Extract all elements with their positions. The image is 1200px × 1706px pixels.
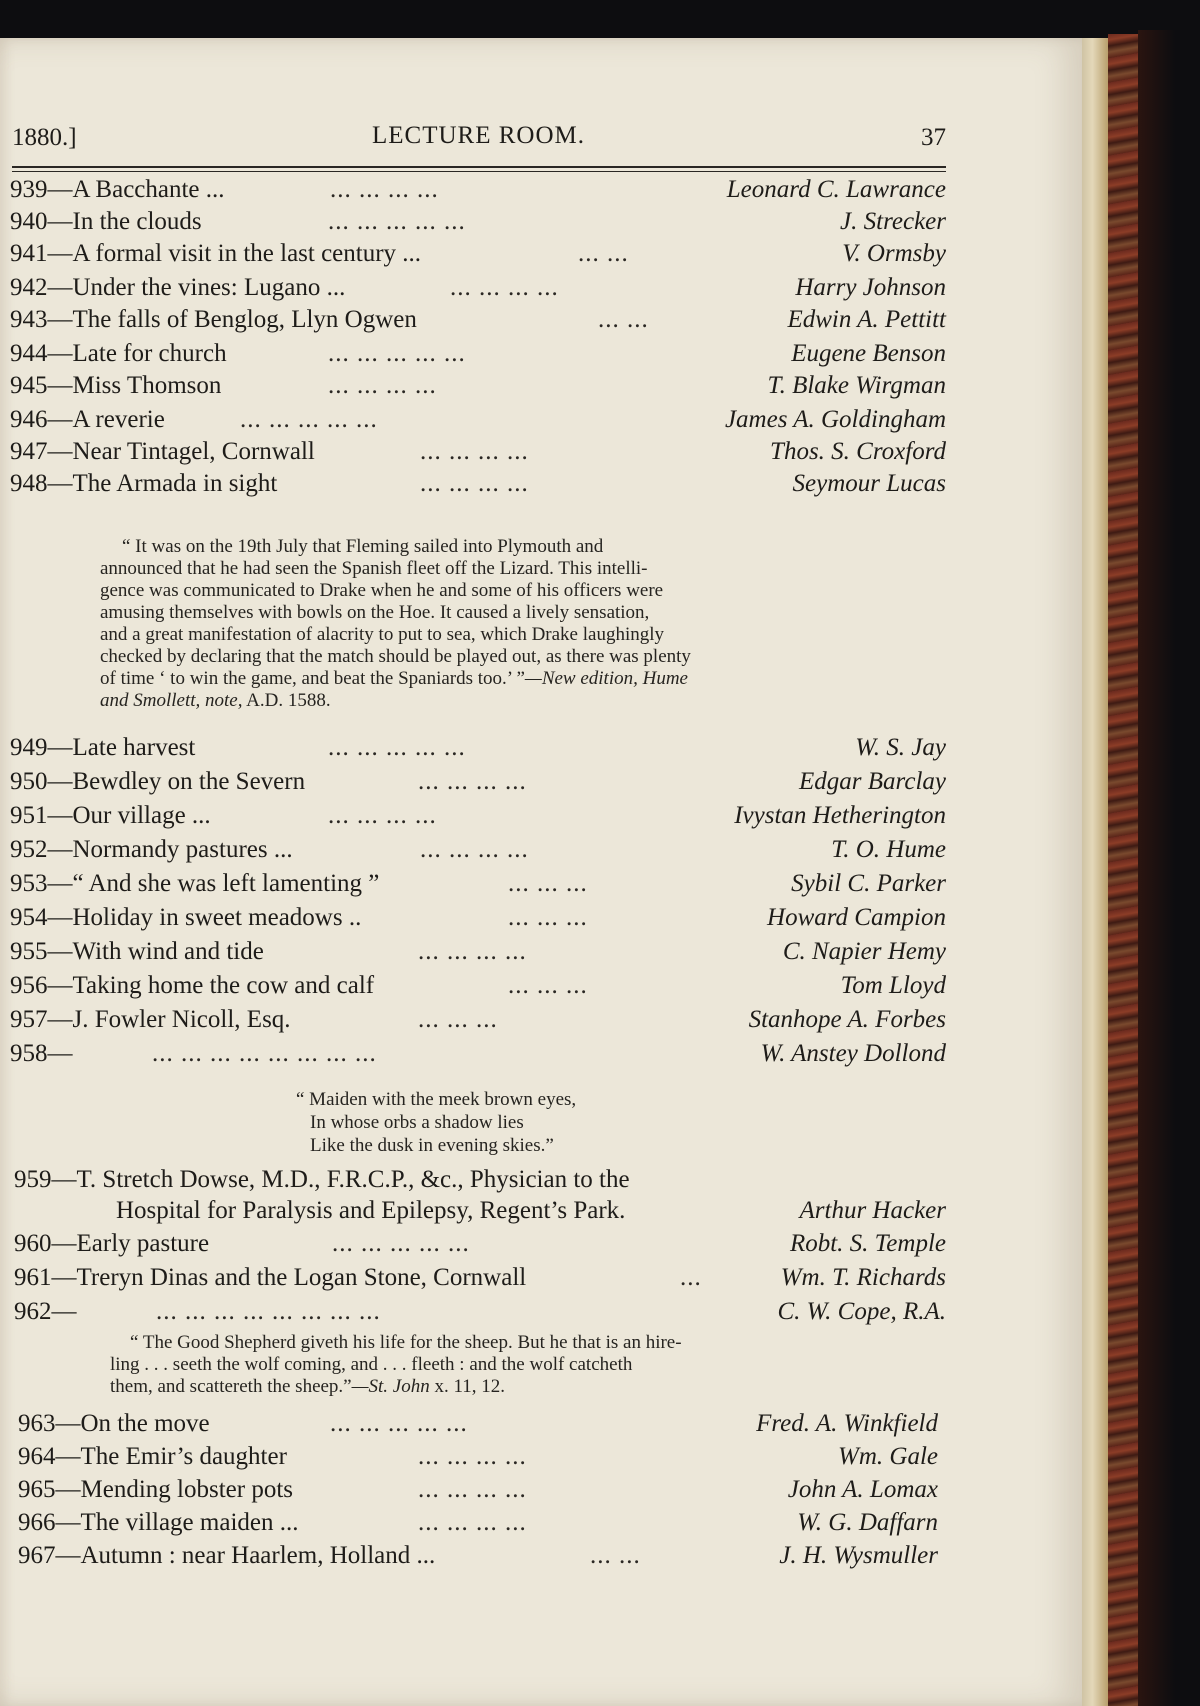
- entry-artist: Harry Johnson: [795, 274, 946, 301]
- entry-artist: T. O. Hume: [831, 836, 946, 863]
- leader-dots: ... ... ... ... ...: [328, 340, 466, 367]
- catalogue-entry: [10, 340, 946, 374]
- entry-title: 964—The Emir’s daughter: [18, 1443, 287, 1470]
- quote-line: In whose orbs a shadow lies: [310, 1112, 524, 1133]
- entry-artist: Stanhope A. Forbes: [748, 1006, 946, 1033]
- entry-artist: C. Napier Hemy: [782, 938, 946, 965]
- leader-dots: ... ... ... ...: [420, 470, 529, 497]
- entry-title: 960—Early pasture: [14, 1230, 210, 1257]
- entry-title: 952—Normandy pastures ...: [10, 836, 293, 863]
- catalogue-entry: [10, 836, 946, 870]
- quote-source: and Smollett, note,: [100, 690, 243, 711]
- leader-dots: ... ... ... ...: [418, 938, 527, 965]
- entry-artist: Thos. S. Croxford: [770, 438, 946, 465]
- leader-dots: ... ... ... ...: [418, 1509, 527, 1536]
- page-number: 37: [921, 124, 946, 151]
- catalogue-entry: [10, 438, 946, 472]
- catalogue-entry: [10, 802, 946, 836]
- leader-dots: ... ... ... ...: [328, 802, 437, 829]
- entry-title: 941—A formal visit in the last century ...: [10, 240, 422, 267]
- header-rule: [12, 166, 946, 168]
- entry-title: 962—: [14, 1298, 77, 1325]
- leader-dots: ... ... ... ... ...: [330, 1410, 468, 1437]
- background-shadow: [1138, 30, 1200, 1706]
- leader-dots: ... ... ... ... ...: [328, 734, 466, 761]
- entry-title: 943—The falls of Benglog, Llyn Ogwen: [10, 306, 417, 333]
- leader-dots: ... ... ...: [508, 904, 588, 931]
- leader-dots: ... ... ...: [508, 972, 588, 999]
- page-edge: [1082, 38, 1108, 1706]
- leader-dots: ... ... ... ...: [330, 176, 439, 203]
- entry-artist: T. Blake Wirgman: [767, 372, 946, 399]
- quote-maiden: [296, 1088, 716, 1157]
- quote-line: “ Maiden with the meek brown eyes,: [296, 1089, 577, 1110]
- entry-artist: W. S. Jay: [855, 734, 946, 761]
- entry-title: 966—The village maiden ...: [18, 1509, 299, 1536]
- catalogue-entry: [14, 1264, 946, 1298]
- leader-dots: ... ... ... ...: [418, 1443, 527, 1470]
- catalogue-entry: [10, 1006, 946, 1040]
- quote-line: amusing themselves with bowls on the Hoe. It caused a lively sensation,: [100, 602, 650, 623]
- catalogue-entry: [10, 176, 946, 210]
- leader-dots: ... ... ... ...: [420, 836, 529, 863]
- leader-dots: ... ...: [598, 306, 649, 333]
- quote-line-with-source: [110, 1376, 870, 1398]
- leader-dots: ... ... ... ...: [418, 1476, 527, 1503]
- running-header: [12, 120, 946, 156]
- quote-line: Like the dusk in evening skies.”: [310, 1135, 554, 1156]
- entry-title: 961—Treryn Dinas and the Logan Stone, Cornwall: [14, 1264, 527, 1291]
- entry-artist: Howard Campion: [767, 904, 946, 931]
- catalogue-entry: [18, 1410, 938, 1444]
- catalogue-entry: [18, 1476, 938, 1510]
- catalogue-entry-959: [14, 1166, 946, 1200]
- entry-title: 950—Bewdley on the Severn: [10, 768, 306, 795]
- entry-title: 958—: [10, 1040, 73, 1067]
- entry-title: 951—Our village ...: [10, 802, 211, 829]
- leader-dots: ... ... ... ...: [418, 768, 527, 795]
- header-rule-thin: [12, 171, 946, 172]
- quote-line: gence was communicated to Drake when he and some of his officers were: [100, 580, 664, 601]
- entry-artist: Leonard C. Lawrance: [726, 176, 946, 203]
- quote-source-line: [100, 690, 860, 712]
- entry-artist: Wm. T. Richards: [780, 1264, 946, 1291]
- entry-artist: Arthur Hacker: [799, 1197, 946, 1224]
- catalogue-entry: [10, 406, 946, 440]
- leader-dots: ... ... ... ...: [328, 372, 437, 399]
- catalogue-entry: [10, 870, 946, 904]
- leader-dots: ... ... ... ...: [450, 274, 559, 301]
- quote-line: them, and scattereth the sheep.”: [110, 1376, 352, 1397]
- entry-artist: John A. Lomax: [787, 1476, 938, 1503]
- entry-title: 965—Mending lobster pots: [18, 1476, 293, 1503]
- leader-dots: ... ... ... ... ...: [240, 406, 378, 433]
- catalogue-entry: [10, 306, 946, 340]
- catalogue-entry: [18, 1443, 938, 1477]
- catalogue-entry: [10, 208, 946, 242]
- leader-dots: ... ... ... ... ... ... ... ...: [156, 1298, 381, 1325]
- quote-line: “ It was on the 19th July that Fleming sailed into Plymouth and: [122, 536, 604, 557]
- leader-dots: ... ...: [578, 240, 629, 267]
- leader-dots: ... ... ...: [508, 870, 588, 897]
- quote-line: of time ‘ to win the game, and beat the Spaniards too.’ ”: [100, 668, 525, 689]
- quote-line: announced that he had seen the Spanish fleet off the Lizard. This intelli-: [100, 558, 648, 579]
- entry-title: 944—Late for church: [10, 340, 227, 367]
- entry-title: 946—A reverie: [10, 406, 165, 433]
- entry-title: 947—Near Tintagel, Cornwall: [10, 438, 315, 465]
- catalogue-entry: [10, 372, 946, 406]
- header-title: LECTURE ROOM.: [372, 122, 585, 149]
- entry-artist: C. W. Cope, R.A.: [777, 1298, 946, 1325]
- entry-title: 963—On the move: [18, 1410, 210, 1437]
- entry-artist: Edgar Barclay: [799, 768, 946, 795]
- header-year: 1880.]: [12, 124, 77, 151]
- leader-dots: ... ...: [590, 1542, 641, 1569]
- leader-dots: ... ... ... ... ...: [332, 1230, 470, 1257]
- entry-artist: W. Anstey Dollond: [760, 1040, 946, 1067]
- catalogue-entry: [10, 274, 946, 308]
- quote-reference: x. 11, 12.: [429, 1376, 506, 1397]
- catalogue-entry: [10, 938, 946, 972]
- entry-title: 940—In the clouds: [10, 208, 202, 235]
- quote-line: ling . . . seeth the wolf coming, and . . . fleeth : and the wolf catcheth: [110, 1354, 633, 1375]
- catalogue-entry: [10, 240, 946, 274]
- entry-artist: Fred. A. Winkfield: [756, 1410, 938, 1437]
- leader-dots: ... ... ...: [418, 1006, 498, 1033]
- entry-title: 945—Miss Thomson: [10, 372, 222, 399]
- entry-artist: Eugene Benson: [791, 340, 946, 367]
- quote-armada: [100, 536, 860, 712]
- entry-title: 957—J. Fowler Nicoll, Esq.: [10, 1006, 291, 1033]
- entry-title: 959—T. Stretch Dowse, M.D., F.R.C.P., &c., Physician to the: [14, 1166, 630, 1193]
- quote-source: —New edition, Hume: [524, 668, 688, 689]
- entry-artist: Robt. S. Temple: [789, 1230, 946, 1257]
- catalogue-entry: [18, 1509, 938, 1543]
- quote-source: —St. John: [351, 1376, 430, 1397]
- entry-artist: Seymour Lucas: [792, 470, 946, 497]
- entry-artist: V. Ormsby: [842, 240, 946, 267]
- entry-artist: Sybil C. Parker: [791, 870, 946, 897]
- catalogue-entry: [10, 904, 946, 938]
- leader-dots: ... ... ... ... ...: [328, 208, 466, 235]
- entry-title: 942—Under the vines: Lugano ...: [10, 274, 346, 301]
- catalogue-entry: [18, 1542, 938, 1576]
- leader-dots: ... ... ... ... ... ... ... ...: [152, 1040, 377, 1067]
- entry-title: 955—With wind and tide: [10, 938, 264, 965]
- entry-title: 949—Late harvest: [10, 734, 196, 761]
- entry-title-continued: Hospital for Paralysis and Epilepsy, Regent’s Park.: [116, 1197, 626, 1224]
- quote-line: checked by declaring that the match should be played out, as there was plenty: [100, 646, 691, 667]
- entry-artist: Wm. Gale: [838, 1443, 938, 1470]
- quote-good-shepherd: [110, 1332, 870, 1398]
- catalogue-entry: [14, 1298, 946, 1332]
- quote-line: “ The Good Shepherd giveth his life for the sheep. But he that is an hire-: [130, 1332, 682, 1353]
- entry-title: 967—Autumn : near Haarlem, Holland ...: [18, 1542, 436, 1569]
- catalogue-entry: [14, 1230, 946, 1264]
- catalogue-entry-959-continued: [14, 1197, 946, 1231]
- leader-dots: ... ... ... ...: [420, 438, 529, 465]
- entry-title: 948—The Armada in sight: [10, 470, 278, 497]
- entry-artist: Ivystan Hetherington: [734, 802, 946, 829]
- catalogue-entry: [10, 1040, 946, 1074]
- entry-artist: W. G. Daffarn: [797, 1509, 938, 1536]
- entry-artist: Tom Lloyd: [840, 972, 946, 999]
- quote-line-with-source: [100, 668, 860, 690]
- quote-line: and a great manifestation of alacrity to put to sea, which Drake laughingly: [100, 624, 665, 645]
- entry-title: 953—“ And she was left lamenting ”: [10, 870, 380, 897]
- entry-artist: J. H. Wysmuller: [779, 1542, 938, 1569]
- entry-title: 954—Holiday in sweet meadows ..: [10, 904, 362, 931]
- leader-dots: ...: [680, 1264, 702, 1291]
- entry-title: 939—A Bacchante ...: [10, 176, 225, 203]
- entry-title: 956—Taking home the cow and calf: [10, 972, 375, 999]
- catalogue-entry: [10, 972, 946, 1006]
- entry-artist: James A. Goldingham: [724, 406, 946, 433]
- catalogue-entry: [10, 768, 946, 802]
- entry-artist: Edwin A. Pettitt: [787, 306, 946, 333]
- catalogue-entry: [10, 470, 946, 504]
- entry-artist: J. Strecker: [840, 208, 946, 235]
- catalogue-entry: [10, 734, 946, 768]
- quote-date: A.D. 1588.: [242, 690, 331, 711]
- book-binding: [1108, 34, 1138, 1706]
